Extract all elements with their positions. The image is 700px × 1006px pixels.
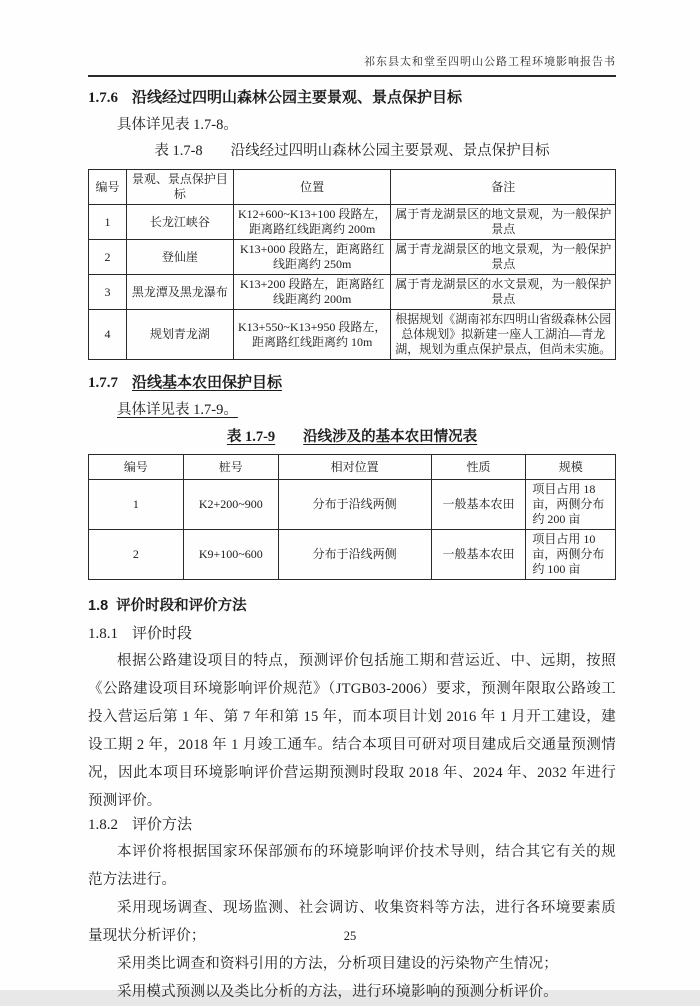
section-1-7-6-title: 沿线经过四明山森林公园主要景观、景点保护目标 <box>132 90 463 106</box>
cell-stake: K9+100~600 <box>183 530 278 580</box>
cell-index: 2 <box>89 240 127 275</box>
table-1-7-9-caption <box>88 430 616 445</box>
column-header: 景观、景点保护目标 <box>126 170 233 205</box>
column-header: 位置 <box>233 170 391 205</box>
column-header: 编号 <box>89 170 127 205</box>
cell-remark: 属于青龙湖景区的地文景观，为一般保护景点 <box>391 205 616 240</box>
cell-target: 长龙江峡谷 <box>126 205 233 240</box>
table-1-7-8-header-row <box>89 170 616 205</box>
cell-index: 1 <box>89 205 127 240</box>
cell-target: 登仙崖 <box>126 240 233 275</box>
section-1-7-6-intro: 具体详见表 1.7-8。 <box>117 117 238 133</box>
cell-position: 分布于沿线两侧 <box>278 530 431 580</box>
table-row <box>89 205 616 240</box>
section-1-8-number: 1.8 <box>88 598 109 614</box>
column-header: 编号 <box>89 455 184 480</box>
cell-index: 2 <box>89 530 184 580</box>
cell-position: 分布于沿线两侧 <box>278 480 431 530</box>
cell-remark: 根据规划《湖南祁东四明山省级森林公园总体规划》拟新建一座人工湖泊—青龙湖，规划为重点保护景点，但尚未实施。 <box>391 310 616 360</box>
column-header: 桩号 <box>183 455 278 480</box>
table-1-7-8 <box>88 169 616 360</box>
column-header: 备注 <box>391 170 616 205</box>
cell-location: K13+550~K13+950 段路左，距离路红线距离约 10m <box>233 310 391 360</box>
cell-nature: 一般基本农田 <box>431 480 526 530</box>
table-row <box>89 240 616 275</box>
header-rule <box>88 75 616 77</box>
table-1-7-9-caption-label: 表 1.7-9 <box>226 429 276 445</box>
table-row <box>89 480 616 530</box>
section-1-7-7-number: 1.7.7 <box>88 375 118 391</box>
section-1-7-7-title: 沿线基本农田保护目标 <box>132 375 283 391</box>
table-1-7-8-caption-title: 沿线经过四明山森林公园主要景观、景点保护目标 <box>230 143 550 159</box>
section-1-8-2-heading <box>88 817 616 833</box>
table-row <box>89 310 616 360</box>
section-1-7-7-intro <box>88 403 616 418</box>
cell-target: 规划青龙湖 <box>126 310 233 360</box>
section-1-8-2-paragraph-4: 采用模式预测以及类比分析的方法，进行环境影响的预测分析评价。 <box>117 984 558 1000</box>
section-1-7-6-heading <box>88 90 616 106</box>
column-header: 相对位置 <box>278 455 431 480</box>
section-1-7-7-heading <box>88 375 616 391</box>
table-row <box>89 275 616 310</box>
cell-stake: K2+200~900 <box>183 480 278 530</box>
section-1-7-7-intro-text: 具体详见表 1.7-9。 <box>117 402 238 418</box>
section-1-8-1-number: 1.8.1 <box>88 626 118 642</box>
cell-index: 4 <box>89 310 127 360</box>
table-1-7-8-caption-label: 表 1.7-8 <box>154 143 203 159</box>
cell-index: 1 <box>89 480 184 530</box>
section-1-8-1-paragraph: 根据公路建设项目的特点，预测评价包括施工期和营运近、中、远期，按照《公路建设项目环境影响评价规范》（JTGB03-2006）要求，预测年限取公路竣工投入营运后第 1 年、第 7 年和第 15 年，而本项目计划 2016 年 1 月开工建设，建设工期 2 年，2018 年 1 月竣工通车。结合本项目可研对项目建成后交通量预测情况，因此本项目环境影响评价营运期预测时段取 2018 年、2024 年、2032 年进行预测评价。 <box>88 653 616 809</box>
cell-location: K13+200 段路左，距离路红线距离约 200m <box>233 275 391 310</box>
running-header: 祁东县太和堂至四明山公路工程环境影响报告书 <box>364 56 616 68</box>
cell-target: 黑龙潭及黑龙瀑布 <box>126 275 233 310</box>
cell-remark: 属于青龙湖景区的地文景观，为一般保护景点 <box>391 240 616 275</box>
table-row <box>89 530 616 580</box>
section-1-8-heading <box>88 598 616 614</box>
table-1-7-9 <box>88 454 616 580</box>
section-1-8-title: 评价时段和评价方法 <box>116 598 247 614</box>
section-1-8-2-paragraph-2: 采用现场调查、现场监测、社会调访、收集资料等方法，进行各环境要素质量现状分析评价； <box>88 900 616 944</box>
cell-location: K13+000 段路左，距离路红线距离约 250m <box>233 240 391 275</box>
cell-index: 3 <box>89 275 127 310</box>
table-1-7-9-header-row <box>89 455 616 480</box>
section-1-7-6-number: 1.7.6 <box>88 90 118 106</box>
cell-remark: 属于青龙湖景区的水文景观，为一般保护景点 <box>391 275 616 310</box>
table-1-7-8-caption <box>88 144 616 159</box>
column-header: 性质 <box>431 455 526 480</box>
section-1-8-2-paragraph-1: 本评价将根据国家环保部颁布的环境影响评价技术导则，结合其它有关的规范方法进行。 <box>88 844 616 888</box>
table-1-7-9-caption-title: 沿线涉及的基本农田情况表 <box>303 429 478 445</box>
page-number: 25 <box>343 929 357 943</box>
cell-scale: 项目占用 10 亩，两侧分布约 100 亩 <box>526 530 616 580</box>
section-1-8-2-paragraph-3: 采用类比调查和资料引用的方法，分析项目建设的污染物产生情况； <box>117 956 558 972</box>
cell-location: K12+600~K13+100 段路左，距离路红线距离约 200m <box>233 205 391 240</box>
cell-nature: 一般基本农田 <box>431 530 526 580</box>
cell-scale: 项目占用 18 亩，两侧分布约 200 亩 <box>526 480 616 530</box>
section-1-8-2-number: 1.8.2 <box>88 817 118 833</box>
section-1-8-1-heading <box>88 626 616 642</box>
section-1-8-1-title: 评价时段 <box>132 626 193 642</box>
column-header: 规模 <box>526 455 616 480</box>
section-1-8-2-title: 评价方法 <box>132 817 193 833</box>
